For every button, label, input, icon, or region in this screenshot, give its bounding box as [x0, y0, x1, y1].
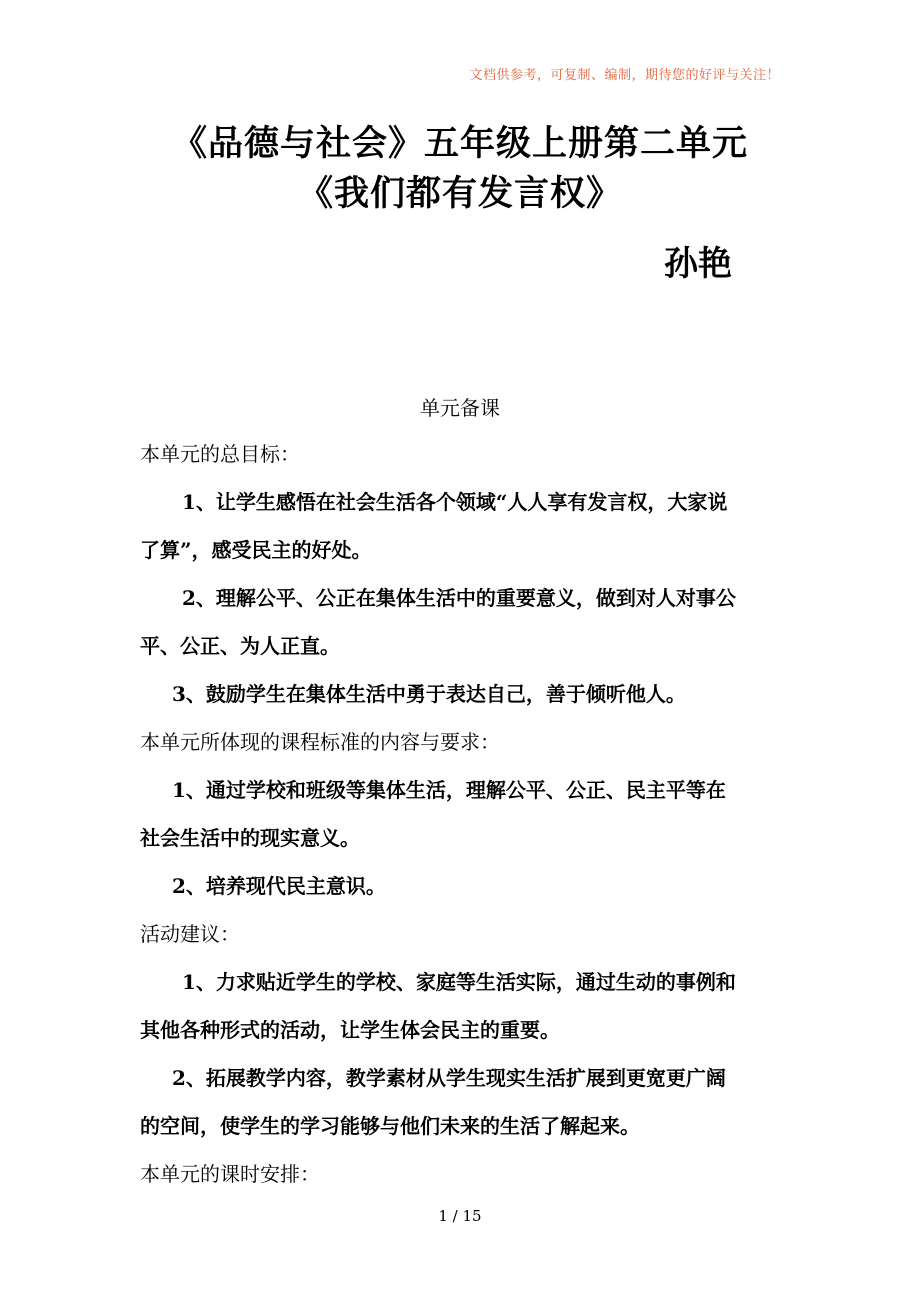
standard-2: 2、培养现代民主意识。	[172, 874, 386, 898]
activity-2-line-1: 2、拓展教学内容，教学素材从学生现实生活扩展到更宽更广阔	[172, 1066, 726, 1090]
title-line-1: 《品德与社会》五年级上册第二单元	[171, 123, 748, 164]
goal-2-line-1: 2、理解公平、公正在集体生活中的重要意义，做到对人对事公	[182, 586, 736, 610]
goal-1-line-1: 1、让学生感悟在社会生活各个领域“人人享有发言权，大家说	[182, 490, 728, 514]
standard-1-line-2: 社会生活中的现实意义。	[140, 826, 360, 850]
author-name: 孙艳	[664, 244, 732, 284]
activity-1-line-2: 其他各种形式的活动，让学生体会民主的重要。	[140, 1018, 560, 1042]
standards-heading: 本单元所体现的课程标准的内容与要求：	[140, 730, 500, 754]
schedule-heading: 本单元的课时安排：	[140, 1162, 320, 1186]
page-indicator: 1 / 15	[438, 1207, 482, 1225]
activity-1-line-1: 1、力求贴近学生的学校、家庭等生活实际，通过生动的事例和	[182, 970, 736, 994]
section-title: 单元备课	[420, 396, 500, 420]
goals-heading: 本单元的总目标：	[140, 442, 300, 466]
activity-2-line-2: 的空间，使学生的学习能够与他们未来的生活了解起来。	[140, 1114, 640, 1138]
goal-1-line-2: 了算”，感受民主的好处。	[140, 538, 372, 562]
header-note: 文档供参考，可复制、编制，期待您的好评与关注！	[469, 68, 780, 83]
standard-1-line-1: 1、通过学校和班级等集体生活，理解公平、公正、民主平等在	[172, 778, 726, 802]
goal-3: 3、鼓励学生在集体生活中勇于表达自己，善于倾听他人。	[172, 682, 686, 706]
goal-2-line-2: 平、公正、为人正直。	[140, 634, 340, 658]
activities-heading: 活动建议：	[140, 922, 240, 946]
title-line-2: 《我们都有发言权》	[297, 173, 622, 214]
